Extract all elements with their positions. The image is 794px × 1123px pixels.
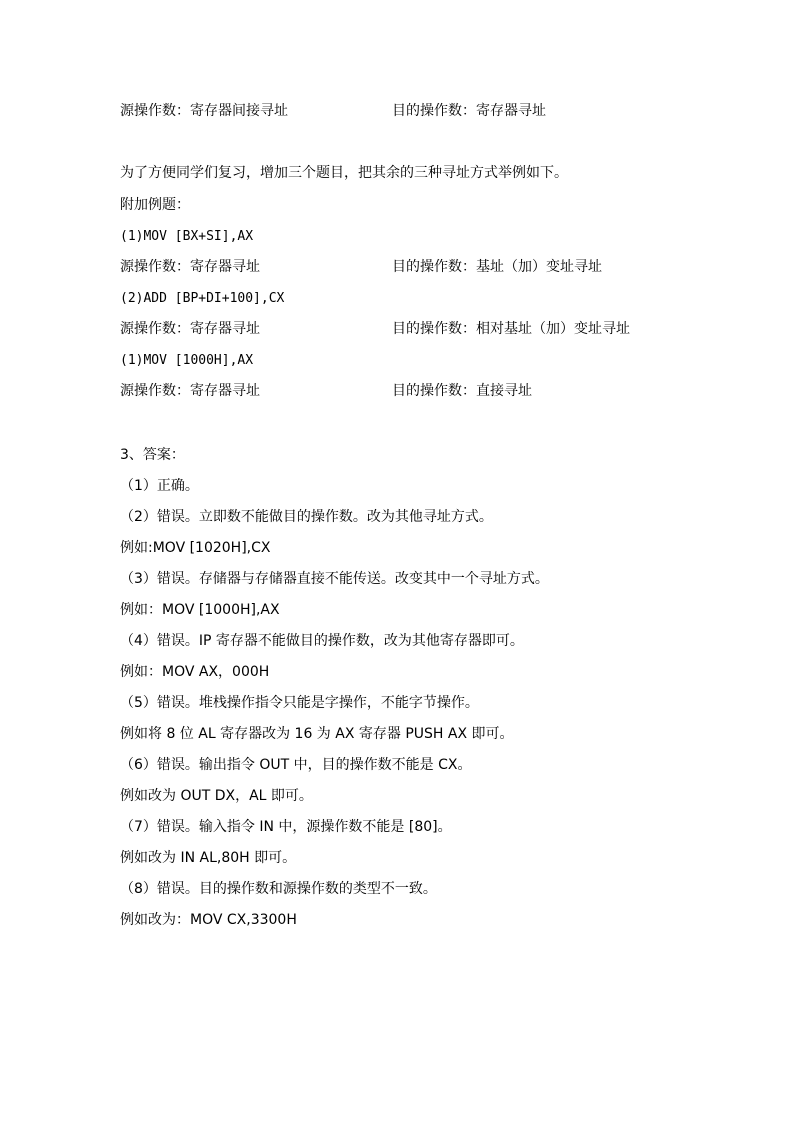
answer-line: （8）错误。目的操作数和源操作数的类型不一致。 xyxy=(120,881,437,897)
answer-line: （7）错误。输入指令 IN 中，源操作数不能是 [80]。 xyxy=(120,819,452,835)
dest-operand-text: 目的操作数：寄存器寻址 xyxy=(392,103,546,119)
extra-example-2-code: (2)ADD [BP+DI+100],CX xyxy=(120,291,285,306)
extra-examples-heading: 附加例题： xyxy=(120,197,190,213)
extra-example-3-dest: 目的操作数：直接寻址 xyxy=(392,383,532,399)
extra-example-1-code: (1)MOV [BX+SI],AX xyxy=(120,229,254,244)
extra-example-1-dest: 目的操作数：基址（加）变址寻址 xyxy=(392,259,602,275)
extra-example-3-code: (1)MOV [1000H],AX xyxy=(120,353,254,368)
extra-example-3-source: 源操作数：寄存器寻址 xyxy=(120,383,260,399)
answer-line: （1）正确。 xyxy=(120,478,199,494)
intro-paragraph: 为了方便同学们复习，增加三个题目，把其余的三种寻址方式举例如下。 xyxy=(120,165,568,181)
extra-example-2-dest: 目的操作数：相对基址（加）变址寻址 xyxy=(392,321,630,337)
extra-example-2-source: 源操作数：寄存器寻址 xyxy=(120,321,260,337)
answer-line: 例如将 8 位 AL 寄存器改为 16 为 AX 寄存器 PUSH AX 即可。 xyxy=(120,726,514,742)
extra-example-1-source: 源操作数：寄存器寻址 xyxy=(120,259,260,275)
source-operand-text: 源操作数：寄存器间接寻址 xyxy=(120,103,288,119)
answer-line: （4）错误。IP 寄存器不能做目的操作数，改为其他寄存器即可。 xyxy=(120,633,524,649)
answer-line: （2）错误。立即数不能做目的操作数。改为其他寻址方式。 xyxy=(120,509,493,525)
answer-line: 例如:MOV [1020H],CX xyxy=(120,540,271,556)
answer-line: （5）错误。堆栈操作指令只能是字操作，不能字节操作。 xyxy=(120,695,479,711)
answer-line: 例如改为 OUT DX，AL 即可。 xyxy=(120,788,313,804)
answer-line: 例如改为：MOV CX,3300H xyxy=(120,912,297,928)
answers-heading: 3、答案： xyxy=(120,447,185,463)
answer-line: 例如：MOV [1000H],AX xyxy=(120,602,280,618)
answer-line: 例如：MOV AX，000H xyxy=(120,664,270,680)
answer-line: （6）错误。输出指令 OUT 中，目的操作数不能是 CX。 xyxy=(120,757,472,773)
answer-line: 例如改为 IN AL,80H 即可。 xyxy=(120,850,297,866)
answer-line: （3）错误。存储器与存储器直接不能传送。改变其中一个寻址方式。 xyxy=(120,571,549,587)
